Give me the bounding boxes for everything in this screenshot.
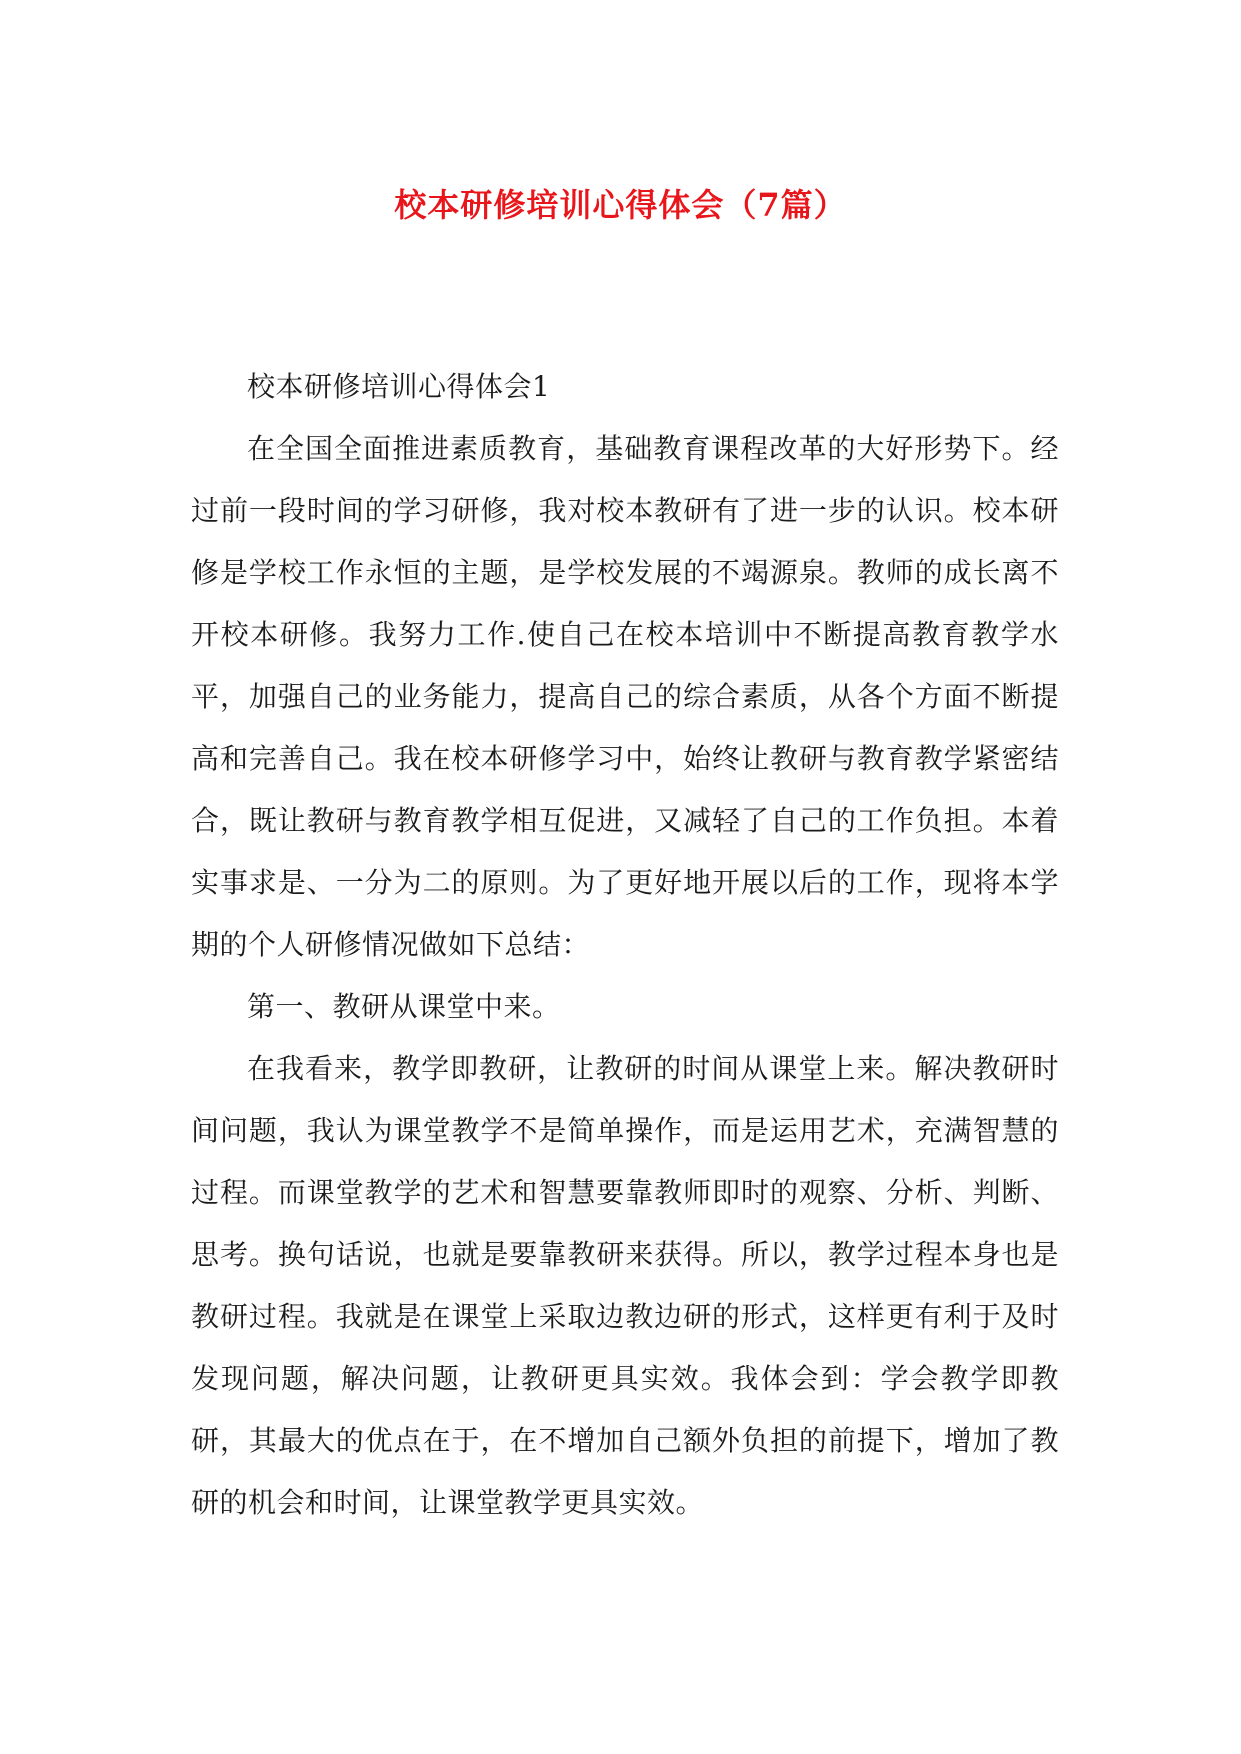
section-heading-1: 校本研修培训心得体会1 (247, 370, 551, 403)
document-title: 校本研修培训心得体会（7篇） (394, 186, 847, 225)
point-heading-1: 第一、教研从课堂中来。 (247, 990, 561, 1023)
point-paragraph-1: 在我看来，教学即教研，让教研的时间从课堂上来。解决教研时间问题，我认为课堂教学不是简单操作，而是运用艺术，充满智慧的过程。而课堂教学的艺术和智慧要靠教师即时的观察、分析、判断、思考。换句话说，也就是要靠教研来获得。所以，教学过程本身也是教研过程。我就是在课堂上采取边教边研的形式，这样更有利于及时发现问题，解决问题，让教研更具实效。我体会到：学会教学即教研，其最大的优点在于，在不增加自己额外负担的前提下，增加了教研的机会和时间，让课堂教学更具实效。 (191, 1052, 1059, 1519)
document-body (191, 356, 1059, 1534)
intro-paragraph: 在全国全面推进素质教育，基础教育课程改革的大好形势下。经过前一段时间的学习研修，我对校本教研有了进一步的认识。校本研修是学校工作永恒的主题，是学校发展的不竭源泉。教师的成长离不开校本研修。我努力工作.使自己在校本培训中不断提高教育教学水平，加强自己的业务能力，提高自己的综合素质，从各个方面不断提高和完善自己。我在校本研修学习中，始终让教研与教育教学紧密结合，既让教研与教育教学相互促进，又减轻了自己的工作负担。本着实事求是、一分为二的原则。为了更好地开展以后的工作，现将本学期的个人研修情况做如下总结： (191, 432, 1059, 961)
